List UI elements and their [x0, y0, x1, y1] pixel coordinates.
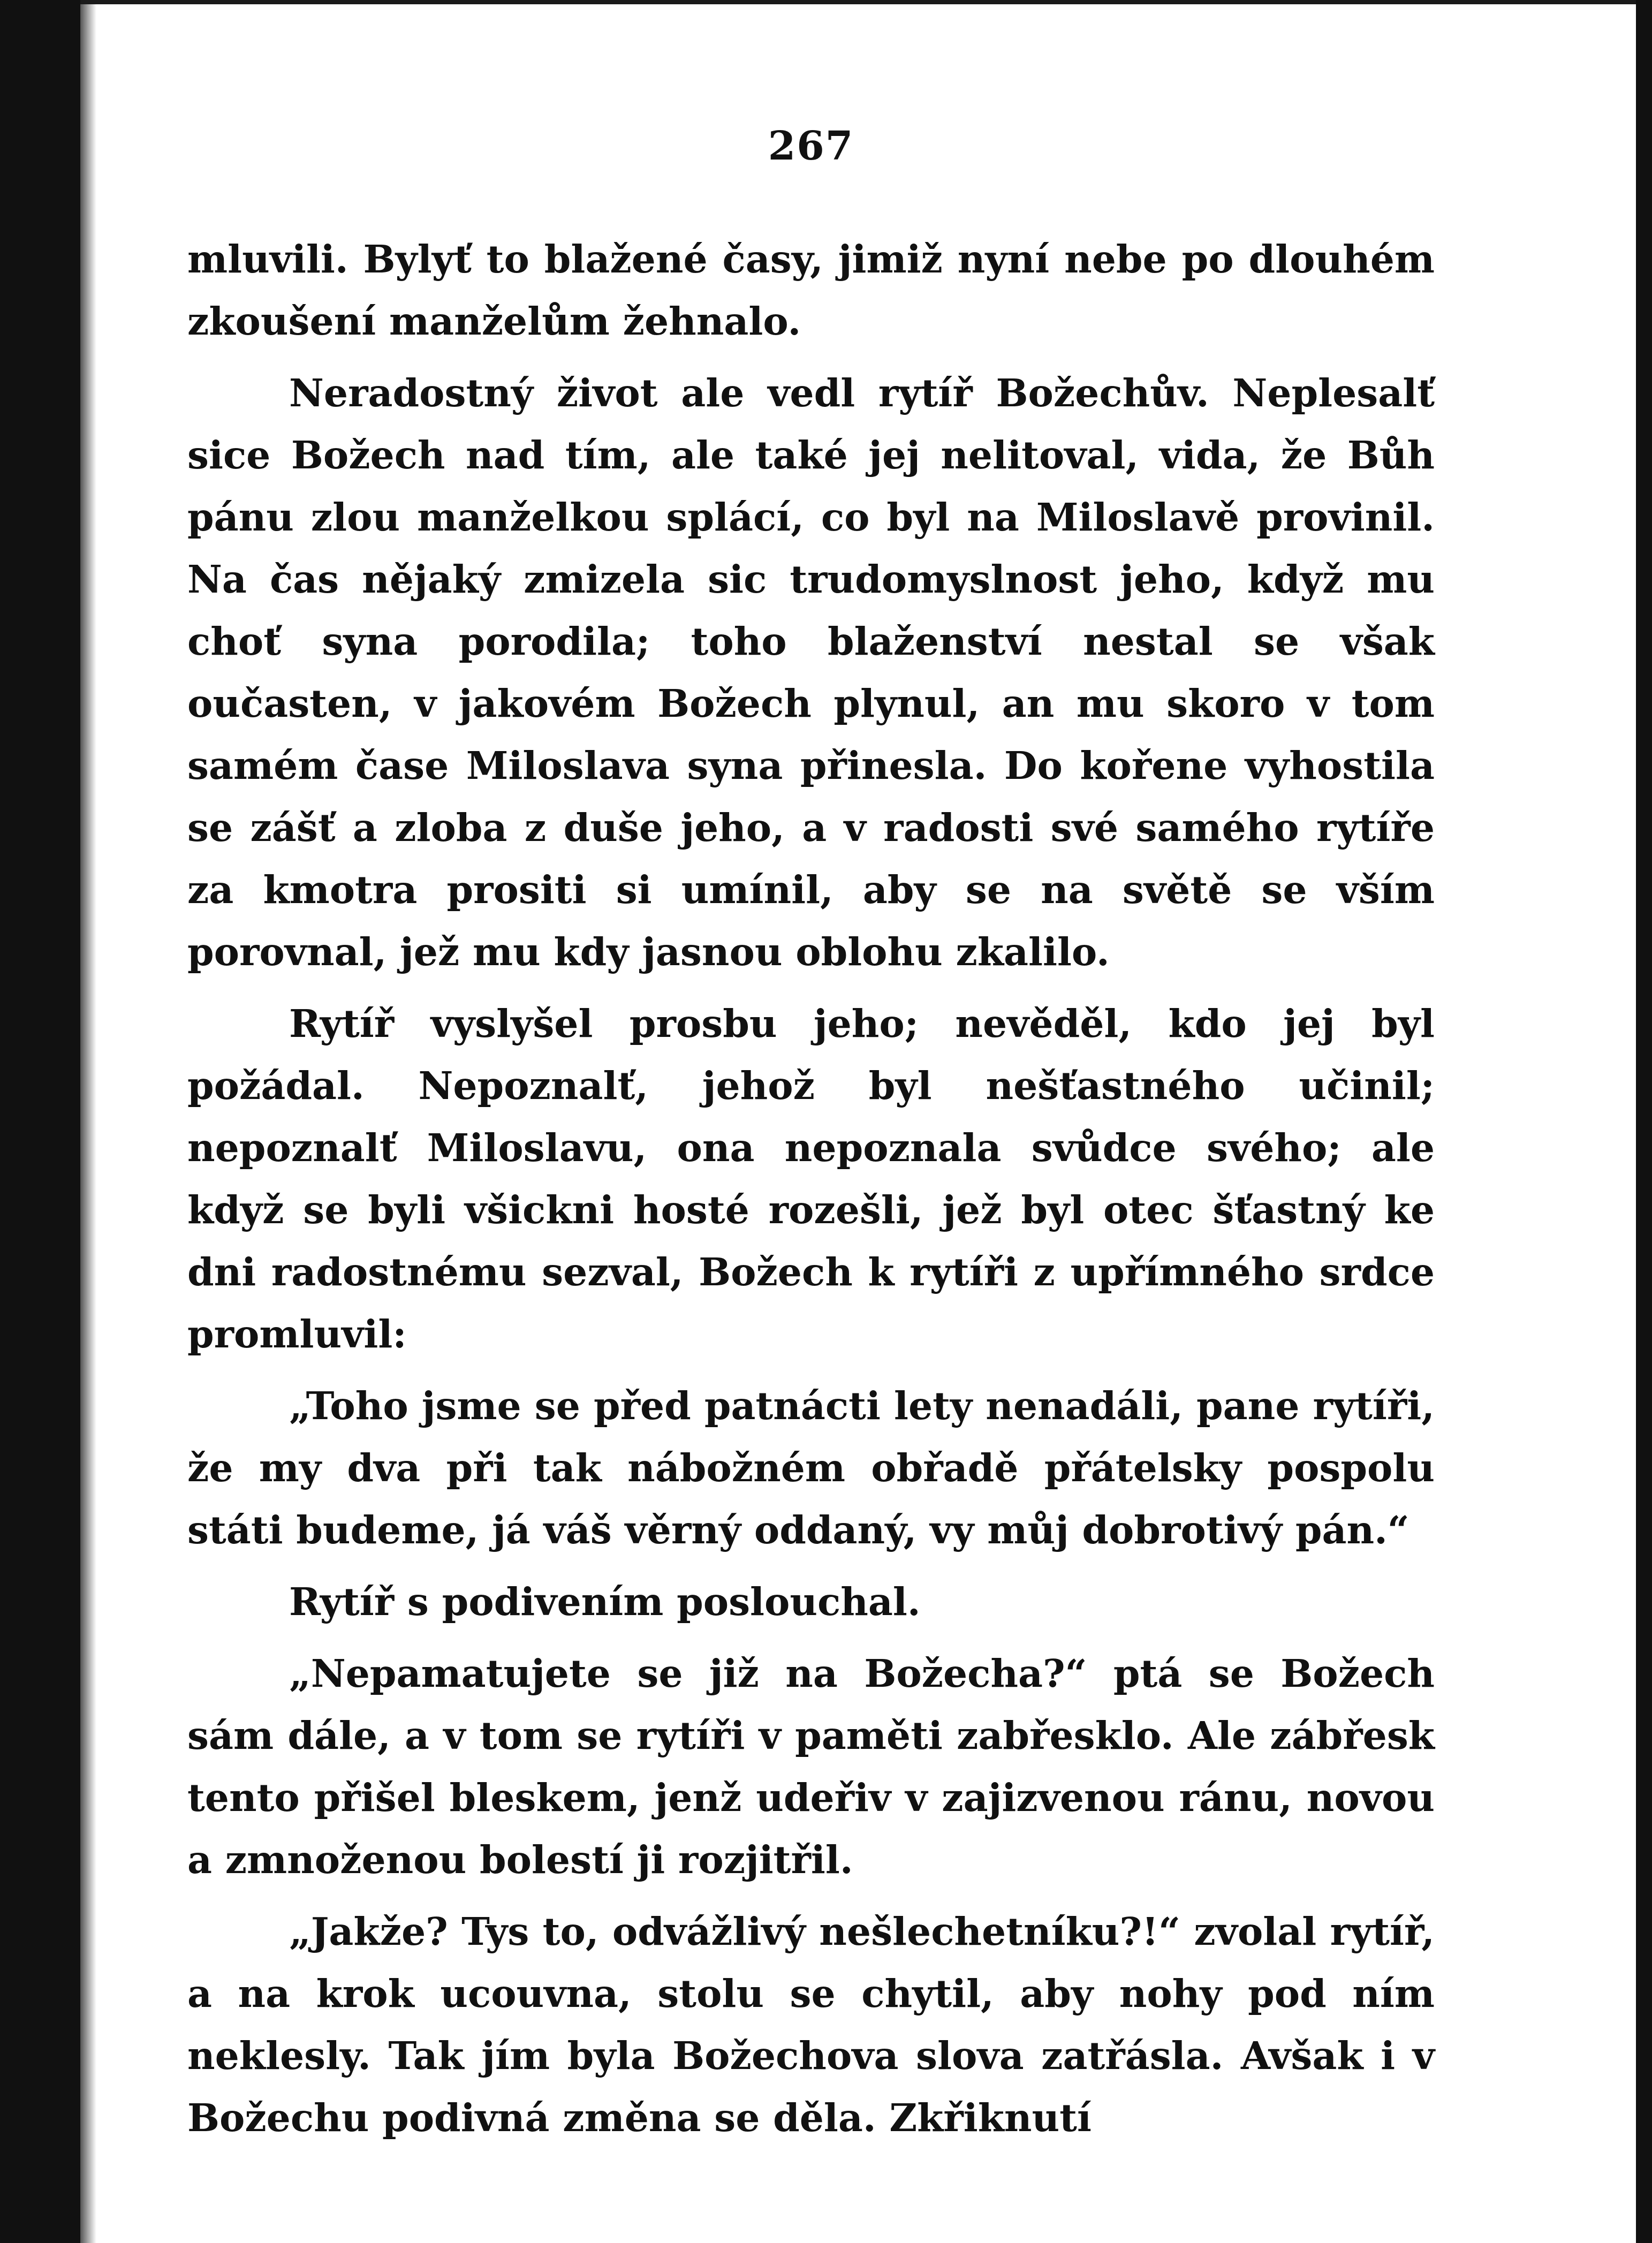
book-page	[187, 123, 1435, 2158]
paragraph: Neradostný život ale vedl rytíř Božechův. Neplesalť sice Božech nad tím, ale také jej nelitoval, vida, že Bůh pánu zlou manželkou splácí, co byl na Miloslavě provinil. Na čas nějaký zmizela sic trudomyslnost jeho, když mu choť syna porodila; toho blaženství nestal se však oučasten, v jakovém Božech plynul, an mu skoro v tom samém čase Miloslava syna přinesla. Do kořene vyhostila se zášť a zloba z duše jeho, a v radosti své samého rytíře za kmotra prositi si umínil, aby se na světě se vším porovnal, jež mu kdy jasnou oblohu zkalilo.	[187, 370, 1435, 974]
paragraph-quote: „Toho jsme se před patnácti lety nenadáli, pane rytíři, že my dva při tak nábožném obřadě přátelsky pospolu státi budeme, já váš věrný oddaný, vy můj dobrotivý pán.“	[187, 1383, 1435, 1552]
scan-edge-shadow	[80, 0, 96, 2243]
page-number: 267	[768, 123, 854, 169]
scan-edge-right	[1636, 0, 1652, 2243]
paragraph-quote: „Jakže? Tys to, odvážlivý nešlechetníku?!“ zvolal rytíř, a na krok ucouvna, stolu se chytil, aby nohy pod ním neklesly. Tak jím byla Božechova slova zatřásla. Avšak i v Božechu podivná změna se děla. Zkřiknutí	[187, 1909, 1435, 2140]
paragraph-quote: „Nepamatujete se již na Božecha?“ ptá se Božech sám dále, a v tom se rytíři v paměti zabřesklo. Ale zábřesk tento přišel bleskem, jenž udeřiv v zajizvenou ránu, novou a zmnoženou bolestí ji rozjitřil.	[187, 1651, 1435, 1882]
paragraph-continuation: mluvili. Bylyť to blažené časy, jimiž nyní nebe po dlouhém zkoušení manželům žehnalo.	[187, 237, 1435, 344]
scan-edge-top	[80, 0, 1636, 4]
paragraph: Rytíř vyslyšel prosbu jeho; nevěděl, kdo jej byl požádal. Nepoznalť, jehož byl nešťastného učinil; nepoznalť Miloslavu, ona nepoznala svůdce svého; ale když se byli všickni hosté rozešli, jež byl otec šťastný ke dni radostnému sezval, Božech k rytíři z upřímného srdce promluvil:	[187, 1001, 1435, 1357]
scan-edge-left	[0, 0, 80, 2243]
paragraph: Rytíř s podivením poslouchal.	[289, 1579, 921, 1624]
